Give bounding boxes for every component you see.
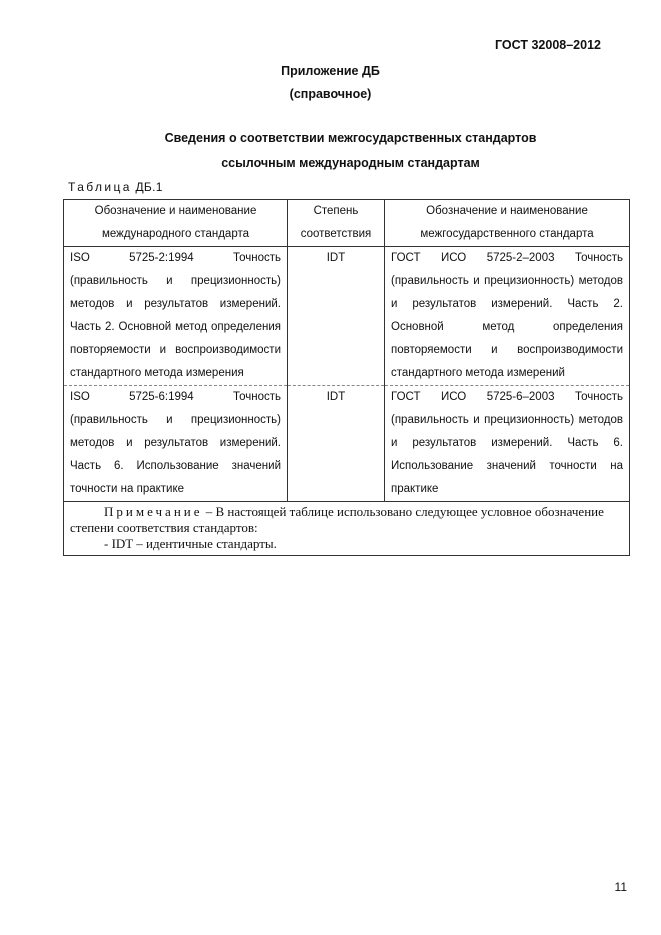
note-label: [70, 504, 203, 520]
standards-table: [63, 199, 630, 556]
cell-interstate: ГОСТ ИСО 5725-6–2003 Точность (правильность и прецизионность) методов и результатов измерений. Часть 6. Использование значений точности на практике: [385, 386, 630, 502]
table-caption-id: ДБ.1: [135, 180, 163, 194]
column-header-text: соответствия: [300, 228, 372, 240]
note-item: - IDT – идентичные стандарты.: [104, 536, 277, 551]
cell-international: ISO 5725-2:1994 Точность (правильность и прецизионность) методов и результатов измерений. Часть 2. Основной метод определения повторяемости и воспроизводимости стандартного метода измерения: [64, 247, 288, 386]
column-header-text: Степень: [313, 205, 359, 217]
table-row: [64, 247, 630, 386]
annex-type: (справочное): [289, 87, 372, 101]
cell-interstate: ГОСТ ИСО 5725-2–2003 Точность (правильность и прецизионность) методов и результатов измерений. Часть 2. Основной метод определения повторяемости и воспроизводимости стандартного метода измерений: [385, 247, 630, 386]
standard-number: ГОСТ 32008–2012: [495, 38, 601, 52]
column-header-text: Обозначение и наименование: [426, 205, 588, 217]
section-heading-line1: Сведения о соответствии межгосударственных стандартов: [164, 131, 537, 145]
table-note: [64, 502, 630, 556]
column-header-text: межгосударственного стандарта: [420, 228, 594, 240]
table-row: [64, 386, 630, 502]
column-header-interstate: [385, 200, 630, 247]
table-caption: [68, 180, 163, 194]
column-header-degree: [288, 200, 385, 247]
table-header-row: [64, 200, 630, 247]
cell-international: ISO 5725-6:1994 Точность (правильность и прецизионность) методов и результатов измерений. Часть 6. Использование значений точности на практике: [64, 386, 288, 502]
note-text: – В настоящей таблице использовано следующее условное обозначение степени соответствия стандартов:: [70, 504, 604, 535]
table-note-row: [64, 502, 630, 556]
column-header-text: международного стандарта: [101, 228, 250, 240]
cell-degree: IDT: [288, 386, 385, 502]
cell-degree: IDT: [288, 247, 385, 386]
table-caption-word: Таблица: [68, 180, 132, 194]
section-heading-line2: ссылочным международным стандартам: [221, 156, 480, 170]
page-number: 11: [614, 880, 627, 894]
annex-title: Приложение ДБ: [281, 64, 380, 78]
column-header-text: Обозначение и наименование: [94, 205, 257, 217]
column-header-international: [64, 200, 288, 247]
note-label-text: Примечание: [104, 504, 203, 519]
